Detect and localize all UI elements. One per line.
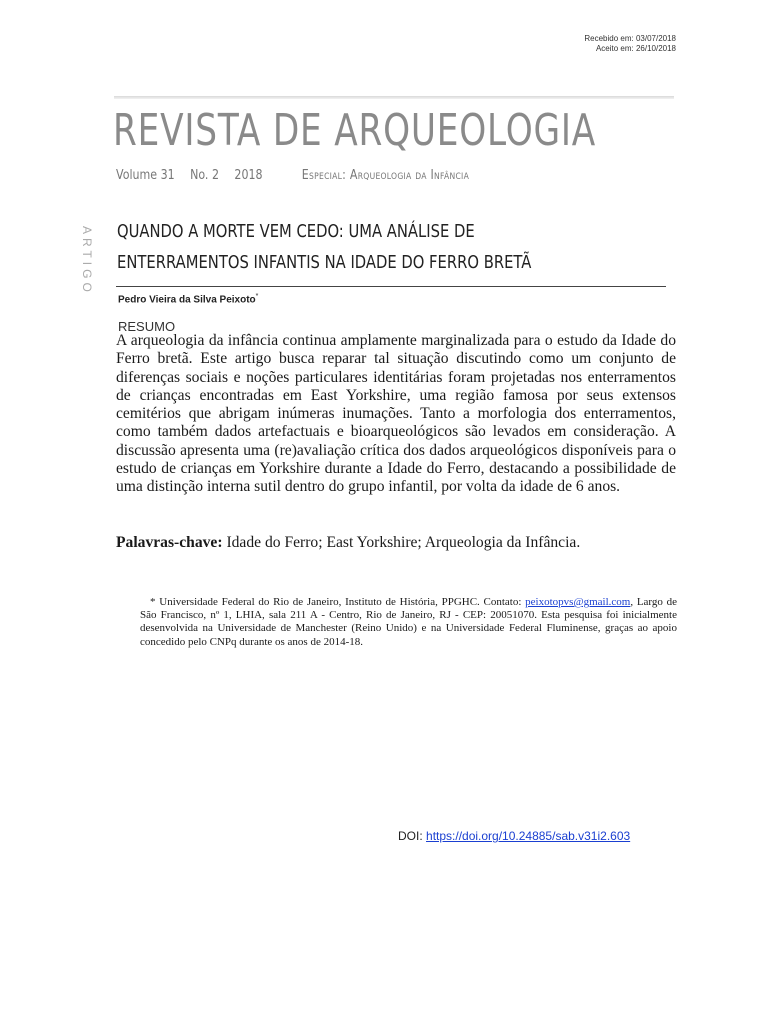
author-email-link[interactable]: peixotopvs@gmail.com	[525, 596, 631, 608]
article-title: QUANDO A MORTE VEM CEDO: UMA ANÁLISE DE ENTERRAMENTOS INFANTIS NA IDADE DO FERRO BRETÃ	[117, 221, 532, 273]
volume-label: Volume 31	[116, 168, 175, 183]
special-issue-label: Especial: Arqueologia da Infância	[301, 168, 470, 183]
issue-info	[116, 168, 481, 183]
keywords	[116, 534, 676, 552]
author-line	[118, 293, 258, 305]
doi-link[interactable]: https://doi.org/10.24885/sab.v31i2.603	[426, 829, 631, 843]
doi-label: DOI:	[398, 829, 423, 843]
title-divider	[116, 286, 666, 287]
footnote-mark: *	[150, 596, 156, 608]
masthead-rule	[114, 96, 674, 99]
submission-dates	[584, 34, 676, 54]
footnote-affiliation: Universidade Federal do Rio de Janeiro, Instituto de História, PPGHC. Contato:	[159, 596, 522, 608]
section-tag: ARTIGO	[80, 226, 94, 296]
abstract-text: A arqueologia da infância continua amplamente marginalizada para o estudo da Idade do Ferro bretã. Este artigo busca reparar tal situação discutindo como um conjunto de diferenças sociais e noções particulares identitárias foram projetadas nos enterramentos de crianças encontradas em East Yorkshire, uma região famosa por seus extensos cemitérios que abrigam inúmeras inumações. Tanto a morfologia dos enterramentos, como também dados artefactuais e bioarqueológicos são levados em consideração. A discussão apresenta uma (re)avaliação crítica dos dados arqueológicos disponíveis para o estudo de crianças em Yorkshire durante a Idade do Ferro, destacando a possibilidade de uma distinção interna sutil dentro do grupo infantil, por volta da idade de 6 anos.	[116, 332, 676, 496]
footnote-address: , Largo de São Francisco, nº 1, LHIA, sala 211 A - Centro, Rio de Janeiro, RJ - CEP: 20051070. Esta pesquisa foi inicialmente desenvolvida na Universidade de Manchester (Reino Unido) e na Universidade Federal Fluminense, graças ao apoio concedido pelo CNPq durante os anos de 2014-18.	[140, 596, 678, 648]
doi-line	[398, 829, 630, 843]
abstract-heading: RESUMO	[118, 319, 176, 334]
accepted-date: Aceito em: 26/10/2018	[595, 44, 676, 53]
author-footnote-mark: *	[255, 293, 259, 300]
footnote	[140, 596, 677, 649]
number-label: No. 2	[190, 168, 219, 183]
journal-title: REVISTA DE ARQUEOLOGIA	[113, 105, 597, 156]
keywords-label: Palavras-chave:	[116, 534, 223, 551]
author-name: Pedro Vieira da Silva Peixoto	[118, 294, 256, 306]
received-date: Recebido em: 03/07/2018	[584, 34, 676, 43]
keywords-list: Idade do Ferro; East Yorkshire; Arqueologia da Infância.	[226, 534, 581, 551]
year-label: 2018	[234, 168, 263, 183]
